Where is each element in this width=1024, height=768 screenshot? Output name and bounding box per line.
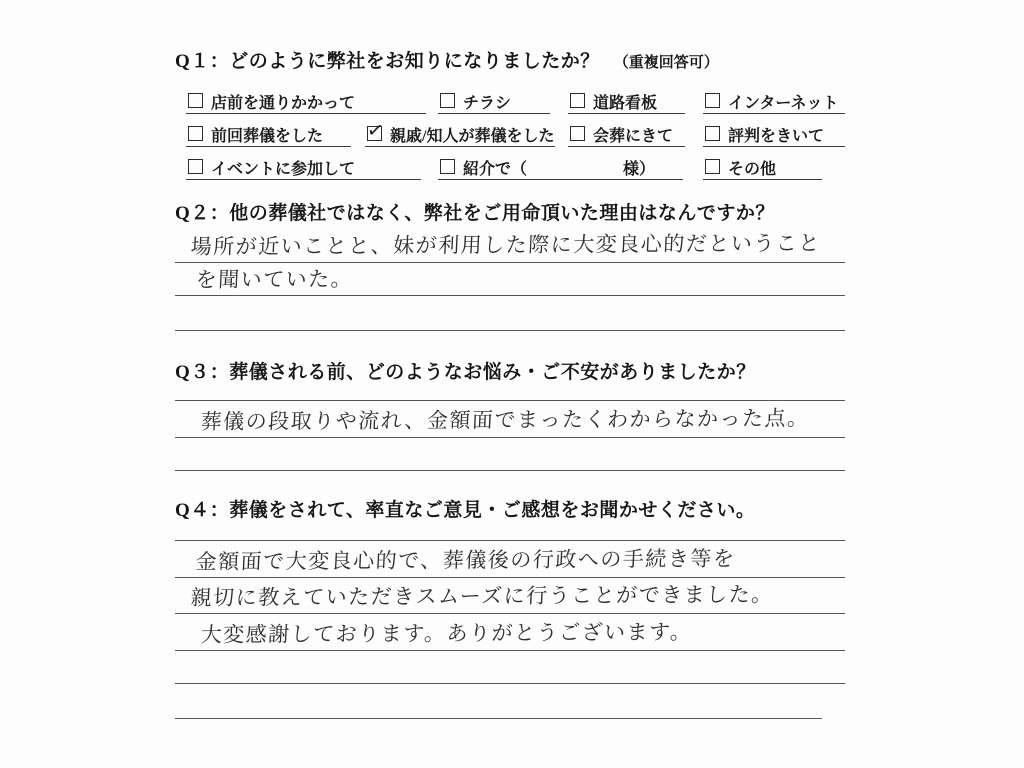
- answer-line: [175, 650, 845, 684]
- handwritten-text: を聞いていた。: [195, 266, 354, 292]
- option-label: その他: [728, 161, 777, 178]
- handwritten-text: [175, 713, 822, 717]
- checkbox-icon: [188, 93, 203, 108]
- option-label: 前回葬儀をした: [211, 128, 324, 145]
- checkbox-icon: [188, 126, 203, 141]
- checkbox-icon: [440, 93, 455, 108]
- option-label: イベントに参加して: [211, 161, 356, 178]
- option-label: 会葬にきて: [593, 128, 674, 145]
- checkbox-icon: [705, 93, 720, 108]
- answer-line: [175, 400, 845, 438]
- checkbox-icon: [705, 159, 720, 174]
- question-q4: Q４：葬儀をされて、率直なご意見・ご感想をお聞かせください。: [175, 500, 756, 521]
- option-storefront: [186, 90, 426, 114]
- answer-line: [175, 366, 845, 401]
- option-label: 紹介で（ 様）: [463, 161, 656, 178]
- question-q3: Q３：葬儀される前、どのようなお悩み・ご不安がありましたか？: [175, 362, 756, 383]
- option-road-sign: [568, 90, 685, 114]
- answer-line: [175, 437, 845, 471]
- option-internet: [703, 90, 845, 114]
- option-label: インターネット: [728, 95, 839, 112]
- checkbox-icon: [705, 126, 720, 141]
- option-label: 店前を通りかかって: [211, 95, 356, 112]
- option-event: [186, 156, 421, 180]
- question-q1-note: （重複回答可）: [613, 55, 719, 71]
- option-label: 親戚/知人が葬儀をした: [390, 128, 555, 145]
- option-label: 道路看板: [593, 95, 658, 112]
- option-relative-funeral: [365, 116, 555, 147]
- handwritten-text: 親切に教えていただきスムーズに行うことができました。: [190, 582, 775, 610]
- handwritten-text: [175, 465, 845, 469]
- handwritten-text: [175, 325, 845, 329]
- option-flyer: [438, 90, 550, 114]
- answer-line: [175, 262, 845, 296]
- checkbox-icon: [188, 159, 203, 174]
- checkbox-icon: [570, 93, 585, 108]
- answer-line: [175, 683, 822, 719]
- checkmark-icon: ✓: [365, 116, 386, 144]
- answer-line: [175, 295, 845, 331]
- question-q1-text: Q１：どのように弊社をお知りになりましたか？: [175, 51, 600, 72]
- checkbox-icon: [570, 126, 585, 141]
- answer-line: [175, 506, 845, 541]
- option-previous-funeral: [186, 123, 351, 147]
- q1-options-row-1: [186, 90, 845, 114]
- option-attended-funeral: [568, 123, 685, 147]
- handwritten-text: 場所が近いことと、妹が利用した際に大変良心的だということ: [190, 231, 822, 259]
- option-reputation: [703, 123, 845, 147]
- answer-line: [175, 577, 845, 614]
- answer-line: [175, 613, 845, 651]
- handwritten-text: [175, 395, 845, 399]
- option-label: 評判をきいて: [728, 128, 825, 145]
- option-other: [703, 156, 822, 180]
- checkbox-icon: [440, 159, 455, 174]
- handwritten-text: 葬儀の段取りや流れ、金額面でまったくわからなかった点。: [200, 406, 811, 434]
- option-referral: [438, 156, 683, 180]
- handwritten-text: 金額面で大変良心的で、葬儀後の行政への手続き等を: [195, 546, 736, 574]
- question-q2: Q２：他の葬儀社ではなく、弊社をご用命頂いた理由はなんですか？: [175, 203, 775, 224]
- handwritten-text: [175, 678, 845, 682]
- answer-line: [175, 228, 845, 263]
- checkbox-icon: [365, 116, 386, 144]
- handwritten-text: 大変感謝しております。ありがとうございます。: [200, 619, 694, 647]
- answer-line: [175, 540, 845, 578]
- q1-options-row-3: [186, 156, 822, 180]
- q1-options-row-2: [186, 116, 845, 147]
- option-label: チラシ: [463, 95, 512, 112]
- question-q1: [175, 46, 719, 73]
